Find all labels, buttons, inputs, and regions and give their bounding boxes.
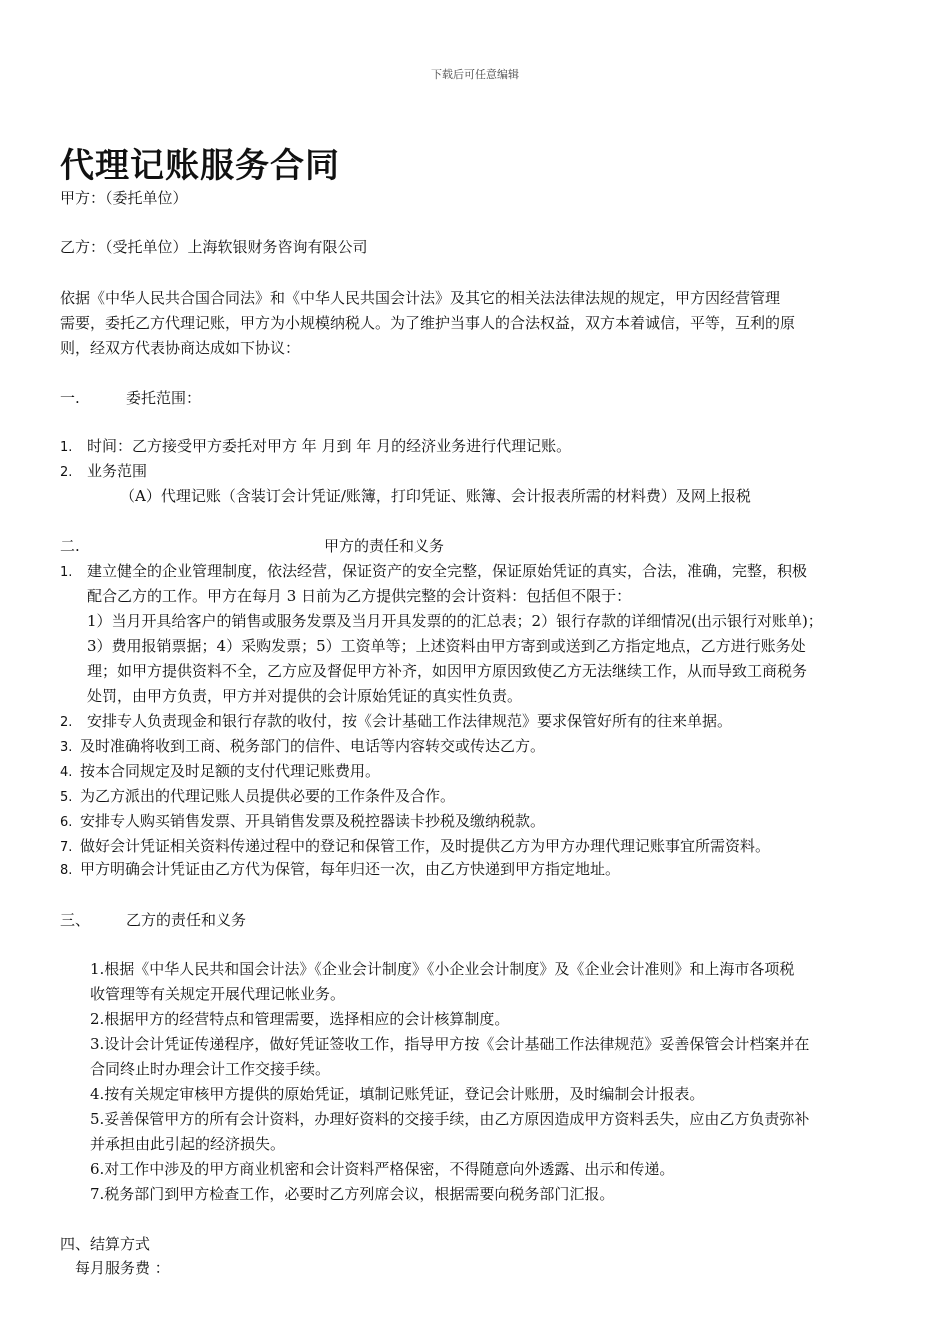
list-line: 6.对工作中涉及的甲方商业机密和会计资料严格保密，不得随意向外透露、出示和传递。 <box>90 1160 675 1178</box>
item-text: 时间：乙方接受甲方委托对甲方 年 月到 年 月的经济业务进行代理记账。 <box>87 437 572 455</box>
list-line: 收管理等有关规定开展代理记帐业务。 <box>90 985 346 1003</box>
item-number: 2. <box>60 715 73 730</box>
list-line: 并承担由此引起的经济损失。 <box>90 1135 286 1153</box>
item-text-line: 建立健全的企业管理制度，依法经营，保证资产的安全完整，保证原始凭证的真实，合法，准确，完整，积极 <box>87 562 808 580</box>
sub-item-text: （A）代理记账（含装订会计凭证/账簿，打印凭证、账簿、会计报表所需的材料费）及网上报税 <box>120 487 751 505</box>
item-number: 5. <box>60 790 73 805</box>
intro-line: 则，经双方代表协商达成如下协议： <box>60 339 301 357</box>
monthly-fee-line: 每月服务费 ： <box>75 1259 170 1277</box>
section-number: 一. <box>60 389 80 407</box>
party-a: 甲方：（委托单位） <box>60 189 188 207</box>
page-header-note: 下载后可任意编辑 <box>431 68 519 81</box>
list-line: 7.税务部门到甲方检查工作，必要时乙方列席会议，根据需要向税务部门汇报。 <box>90 1185 615 1203</box>
item-text-line: 配合乙方的工作。甲方在每月 3 日前为乙方提供完整的会计资料：包括但不限于： <box>87 587 632 605</box>
section-number: 三、 <box>60 911 91 929</box>
section-title: 乙方的责任和义务 <box>126 911 247 929</box>
item-number: 1. <box>60 565 73 580</box>
item-text: 按本合同规定及时足额的支付代理记账费用。 <box>80 762 381 780</box>
list-line: 4.按有关规定审核甲方提供的原始凭证，填制记账凭证，登记会计账册，及时编制会计报表。 <box>90 1085 705 1103</box>
list-line: 2.根据甲方的经营特点和管理需要，选择相应的会计核算制度。 <box>90 1010 510 1028</box>
section-number: 二. <box>60 537 80 555</box>
item-text-line: 3）费用报销票据；4）采购发票；5）工资单等；上述资料由甲方寄到或送到乙方指定地点，乙方进行账务处 <box>87 637 806 655</box>
contract-title: 代理记账服务合同 <box>60 146 340 186</box>
intro-line: 需要，委托乙方代理记账，甲方为小规模纳税人。为了维护当事人的合法权益，双方本着诚信，平等，互利的原 <box>60 314 796 332</box>
section-title: 委托范围： <box>126 389 202 407</box>
item-number: 7. <box>60 840 73 855</box>
item-text-line: 1）当月开具给客户的销售或服务发票及当月开具发票的的汇总表；2）银行存款的详细情况(出示银行对账单)； <box>87 612 823 630</box>
intro-line: 依据《中华人民共合国合同法》和《中华人民共国会计法》及其它的相关法法律法规的规定，甲方因经营管理 <box>60 289 781 307</box>
item-text: 做好会计凭证相关资料传递过程中的登记和保管工作，及时提供乙方为甲方办理代理记账事宜所需资料。 <box>80 837 771 855</box>
section-title: 甲方的责任和义务 <box>324 537 445 555</box>
item-text: 为乙方派出的代理记账人员提供必要的工作条件及合作。 <box>80 787 456 805</box>
section-title: 四、结算方式 <box>60 1235 151 1253</box>
item-text: 及时准确将收到工商、税务部门的信件、电话等内容转交或传达乙方。 <box>80 737 546 755</box>
item-number: 4. <box>60 765 73 780</box>
list-line: 1.根据《中华人民共和国会计法》《企业会计制度》《小企业会计制度》及《企业会计准则》和上海市各项税 <box>90 960 795 978</box>
item-number: 2. <box>60 465 73 480</box>
item-text: 甲方明确会计凭证由乙方代为保管，每年归还一次，由乙方快递到甲方指定地址。 <box>80 860 621 878</box>
list-line: 合同终止时办理会计工作交接手续。 <box>90 1060 331 1078</box>
item-number: 3. <box>60 740 73 755</box>
list-line: 5.妥善保管甲方的所有会计资料，办理好资料的交接手续，由乙方原因造成甲方资料丢失，应由乙方负责弥补 <box>90 1110 810 1128</box>
item-text-line: 理；如甲方提供资料不全，乙方应及督促甲方补齐，如因甲方原因致使乙方无法继续工作，从而导致工商税务 <box>87 662 808 680</box>
item-number: 1. <box>60 440 73 455</box>
item-text: 安排专人购买销售发票、开具销售发票及税控器读卡抄税及缴纳税款。 <box>80 812 546 830</box>
item-text-line: 处罚，由甲方负责，甲方并对提供的会计原始凭证的真实性负责。 <box>87 687 523 705</box>
item-text: 业务范围 <box>87 462 148 480</box>
item-number: 6. <box>60 815 73 830</box>
party-b: 乙方：（受托单位）上海软银财务咨询有限公司 <box>60 238 368 256</box>
item-text: 安排专人负责现金和银行存款的收付，按《会计基础工作法律规范》要求保管好所有的往来单据。 <box>87 712 733 730</box>
list-line: 3.设计会计凭证传递程序，做好凭证签收工作，指导甲方按《会计基础工作法律规范》妥善保管会计档案并在 <box>90 1035 810 1053</box>
item-number: 8. <box>60 863 73 878</box>
